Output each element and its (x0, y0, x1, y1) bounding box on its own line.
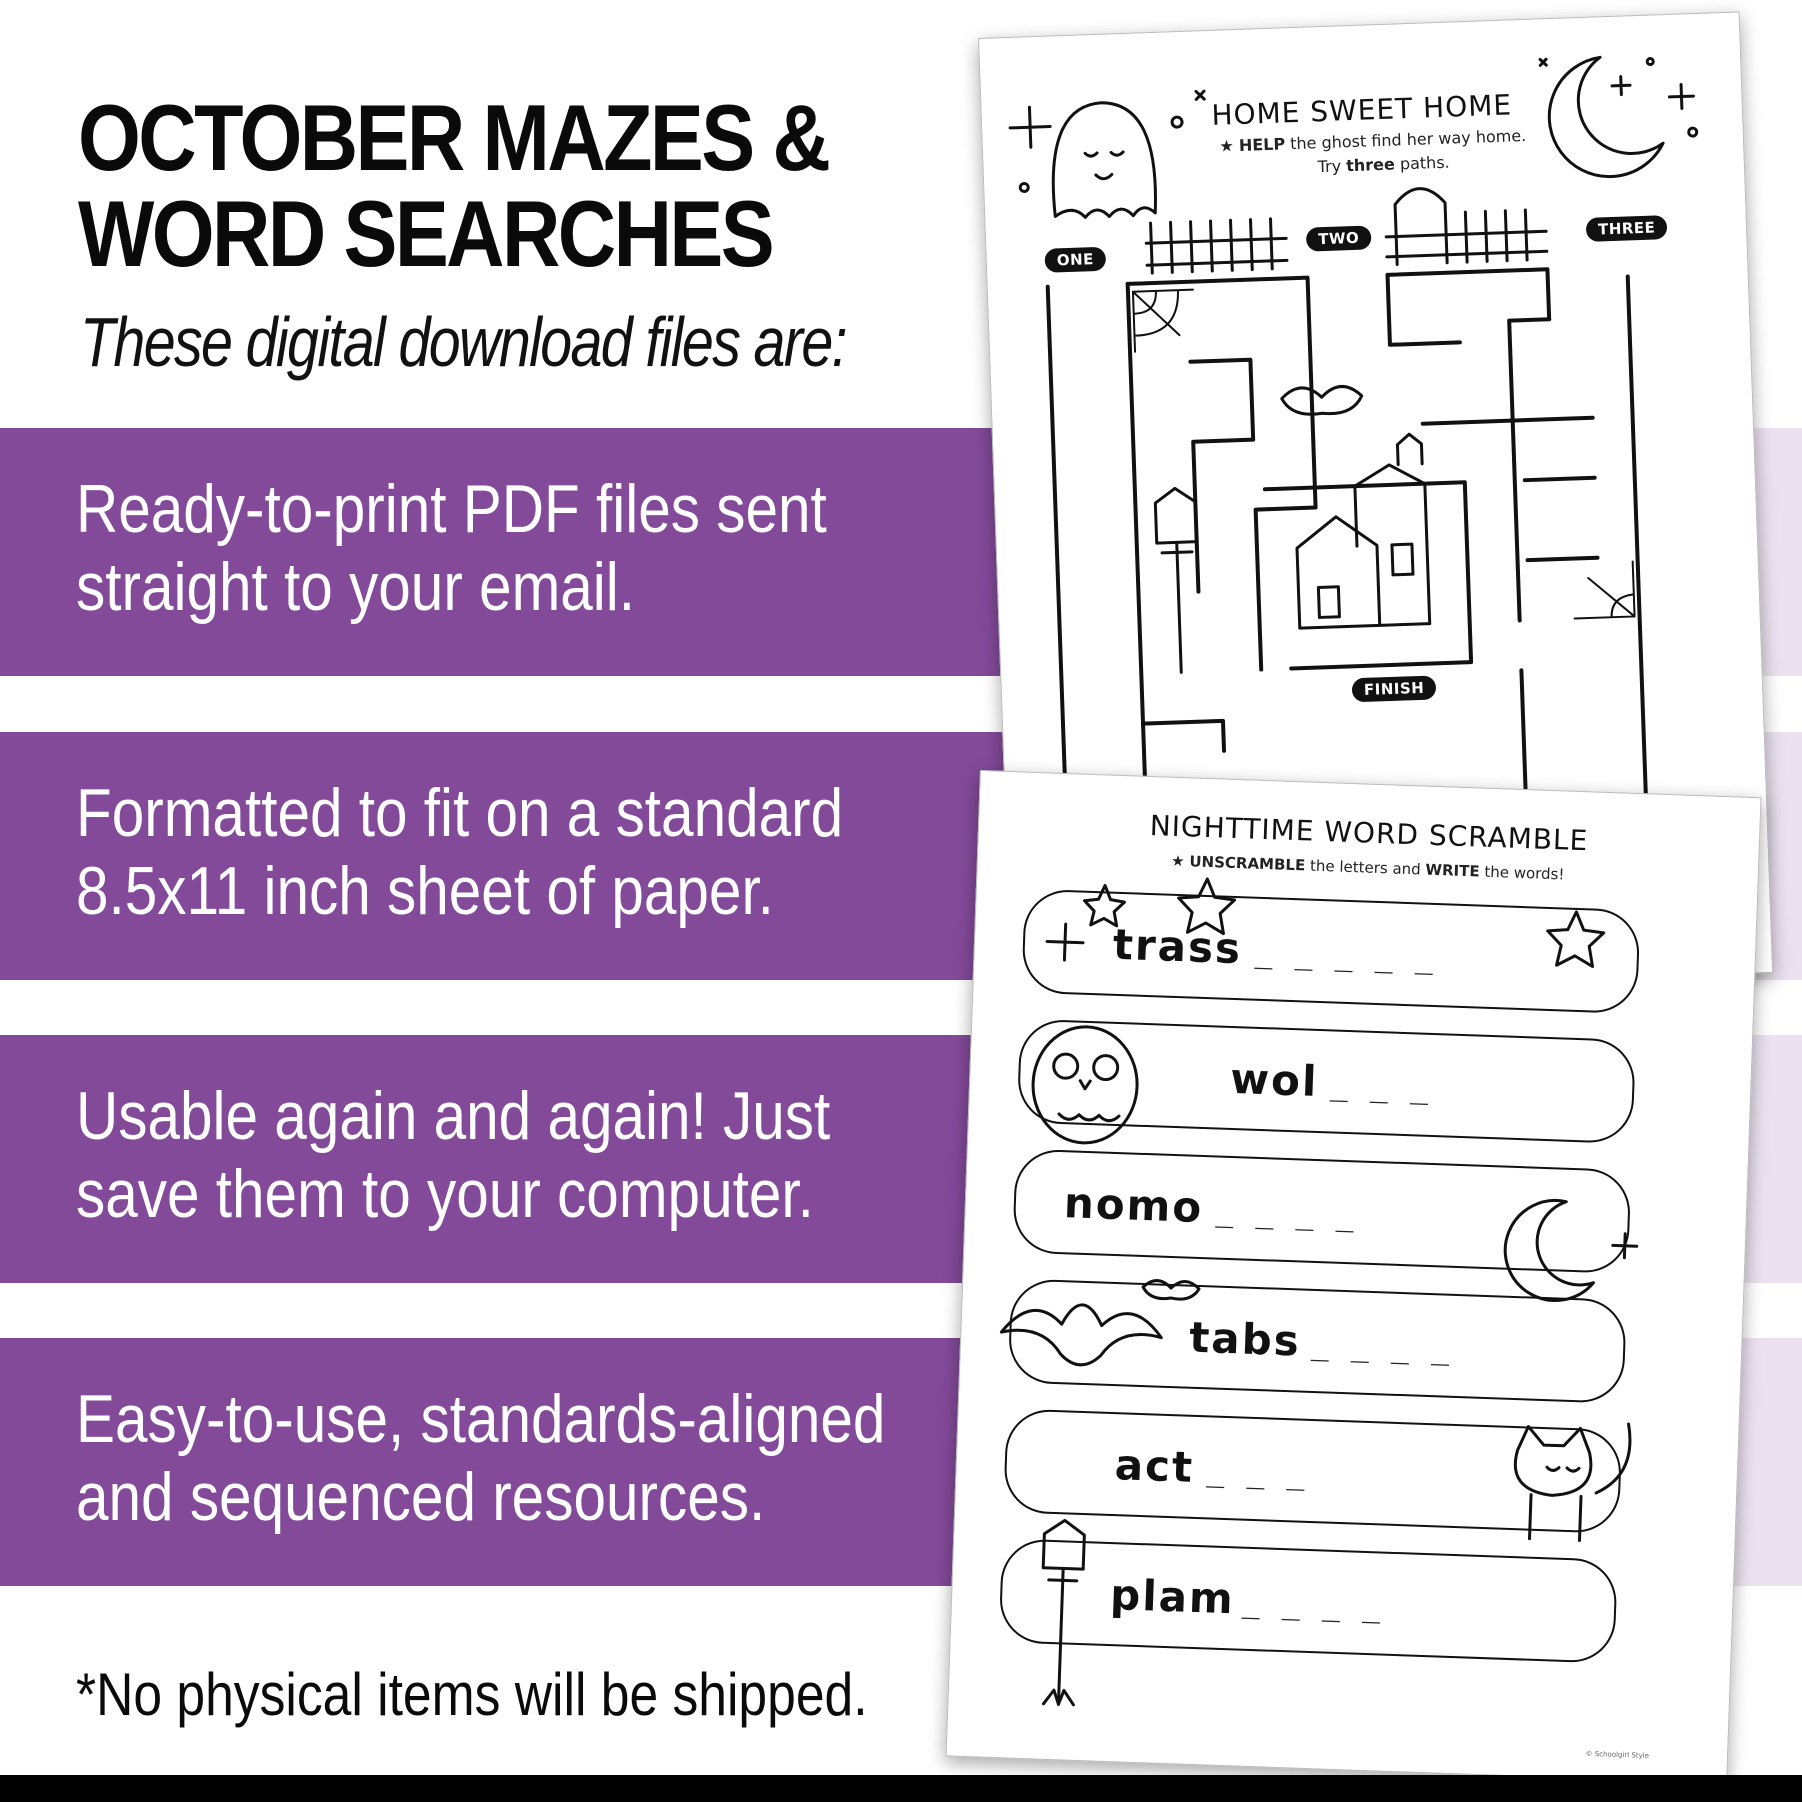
ghost-icon (1050, 101, 1156, 218)
feature-text-2 (76, 774, 843, 930)
copyright-text: © Schoolgirl Style (1585, 1749, 1650, 1760)
feature-text-3 (76, 1077, 830, 1233)
maze-line2-post: paths. (1399, 152, 1450, 174)
scrambled-word: plam (1109, 1570, 1236, 1624)
feature-text-4 (76, 1380, 885, 1536)
feature-3-line-2: save them to your computer. (76, 1156, 814, 1232)
moon-icon (1504, 1199, 1639, 1304)
scrambled-word: tabs (1188, 1312, 1302, 1366)
scramble-illustrations (947, 771, 1761, 1783)
path-label-three: THREE (1586, 215, 1668, 242)
answer-blanks: _ _ _ (1329, 1067, 1432, 1106)
answer-blanks: _ _ _ _ (1241, 1584, 1384, 1625)
bat-icon (1000, 1275, 1199, 1369)
answer-blanks: _ _ _ (1206, 1453, 1308, 1492)
maze-instruction-line-1: ★ HELP the ghost find her way home. (1219, 125, 1527, 156)
scramble-instruction-bold-1: UNSCRAMBLE (1189, 852, 1306, 875)
answer-blanks: _ _ _ _ (1310, 1326, 1453, 1367)
scramble-title: NIGHTTIME WORD SCRAMBLE (1149, 808, 1589, 858)
page-subheading: These digital download files are: (80, 303, 846, 381)
word-scramble-worksheet-preview (946, 770, 1762, 1784)
path-label-one: ONE (1044, 247, 1106, 273)
scramble-instruction-end: the words! (1484, 862, 1565, 884)
scrambled-word: trass (1112, 919, 1243, 974)
maze-line2-pre: Try (1317, 156, 1342, 177)
feature-4-line-1: Easy-to-use, standards-aligned (76, 1381, 886, 1457)
heading-line-1: OCTOBER MAZES & (78, 85, 829, 190)
scramble-instruction-mid: the letters and (1309, 856, 1422, 879)
answer-blanks: _ _ _ _ _ (1254, 934, 1436, 976)
maze-title: HOME SWEET HOME (1210, 88, 1513, 132)
scrambled-word: nomo (1063, 1178, 1205, 1233)
stars-icon (1046, 873, 1605, 978)
feature-4-line-2: and sequenced resources. (76, 1459, 766, 1535)
feature-2-line-1: Formatted to fit on a standard (76, 775, 844, 851)
scramble-instruction: ★ UNSCRAMBLE the letters and WRITE the words! (1170, 851, 1565, 884)
bat-icon (1281, 386, 1362, 415)
answer-blanks: _ _ _ _ (1215, 1193, 1357, 1234)
feature-2-line-2: 8.5x11 inch sheet of paper. (76, 853, 774, 929)
cat-icon (1513, 1420, 1631, 1542)
heading-line-2: WORD SEARCHES (78, 181, 773, 286)
bottom-border (0, 1775, 1802, 1802)
feature-1-line-1: Ready-to-print PDF files sent (76, 471, 827, 547)
scrambled-word: wol (1229, 1053, 1320, 1106)
feature-3-line-1: Usable again and again! Just (76, 1078, 831, 1154)
path-label-two: TWO (1306, 225, 1372, 251)
scramble-instruction-bold-2: WRITE (1425, 860, 1480, 881)
lantern-icon (1038, 1520, 1084, 1705)
scrambled-word: act (1113, 1440, 1195, 1492)
maze-line2-bold: three (1345, 154, 1396, 176)
page-heading (78, 85, 829, 286)
spiderweb-icon (1133, 275, 1635, 634)
maze-instruction-bold: HELP (1238, 134, 1286, 155)
maze-instruction-rest: the ghost find her way home. (1289, 125, 1527, 154)
maze-finish-label: FINISH (1352, 675, 1437, 702)
feature-text-1 (76, 470, 827, 626)
shipping-footnote: *No physical items will be shipped. (76, 1661, 868, 1728)
feature-1-line-2: straight to your email. (76, 549, 636, 625)
owl-icon (1031, 1025, 1139, 1145)
